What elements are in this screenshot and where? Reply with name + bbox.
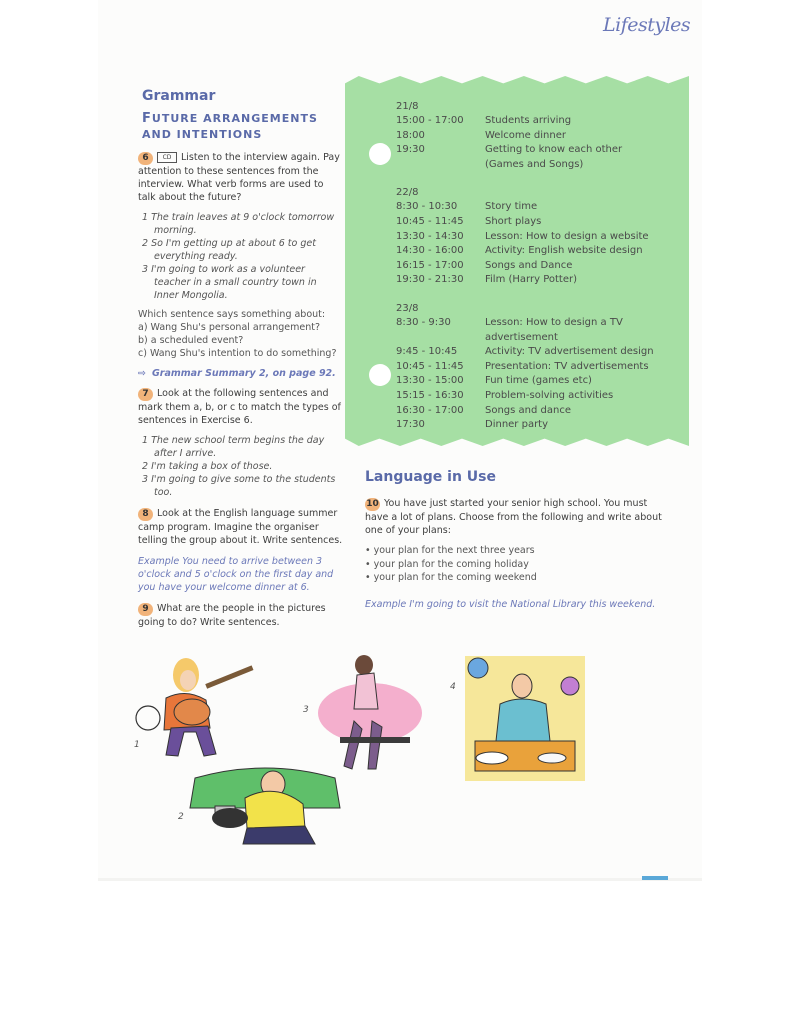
schedule-list [396,100,686,433]
row-time: 14:30 - 16:00 [396,245,464,257]
summary-text: Grammar Summary 2, on page 92. [151,368,336,379]
exercise-9 [138,602,343,629]
exercise-instruction: Look at the English language summer camp program. Imagine the organiser telling the group about it. Write sentences. [138,508,343,546]
day-date: 22/8 [396,187,419,199]
row-time: 18:00 [396,129,425,141]
row-time: 13:30 - 14:30 [396,230,464,242]
row-activity: advertisement [485,331,558,343]
picture-label: 2 [178,812,184,822]
exercise-number: 6 [138,152,153,165]
picture-label: 1 [134,740,140,750]
language-in-use-section [365,469,665,610]
subtitle-initial: F [142,111,152,126]
grammar-summary-link[interactable] [138,368,343,379]
shirt-shape [496,699,550,741]
row-activity: Lesson: How to design a website [485,230,649,242]
schedule-row [396,114,686,129]
exercise-instruction: You have just started your senior high school. You must have a lot of plans. Choose from the following and write about one of your plans: [365,498,662,536]
guitar-body [174,699,210,725]
exercise-instruction: Look at the following sentences and mark them a, b, or c to match the types of sentences in Exercise 6. [138,388,341,426]
sentence-item: 2 So I'm getting up at about 6 to get everything ready. [142,238,316,262]
sentence-item: 3 I'm going to give some to the students too. [142,474,336,498]
option-item: b) a scheduled event? [138,335,244,346]
ballet-dancer-illustration [312,651,427,781]
schedule-row [396,200,686,215]
exercise-7-sentences [138,434,343,499]
schedule-day [396,302,686,433]
exercise-number: 10 [366,499,379,509]
schedule-row [396,331,686,346]
schedule-row [396,374,686,389]
question-text: Which sentence says something about: [138,309,326,320]
row-time: 8:30 - 10:30 [396,201,458,213]
schedule-row [396,360,686,375]
schedule-row [396,259,686,274]
binder-hole [369,143,391,165]
row-time: 8:30 - 9:30 [396,316,451,328]
schedule-row [396,230,686,245]
face-shape [180,670,196,690]
schedule-row [396,389,686,404]
day-date: 23/8 [396,302,419,314]
schedule-row [396,215,686,230]
exercise-6 [138,151,343,204]
schedule-row [396,158,686,173]
exercise-number: 7 [138,388,153,401]
row-activity: Students arriving [485,115,572,126]
grammar-column [138,88,343,629]
bench-shape [340,737,410,743]
subtitle-line2: AND INTENTIONS [142,128,263,141]
row-activity: Presentation: TV advertisements [485,360,649,372]
picture-label: 3 [303,705,309,715]
row-time: 16:15 - 17:00 [396,259,464,271]
page-footer-bar [642,876,668,880]
row-activity: Dinner party [485,419,549,431]
row-time: 10:45 - 11:45 [396,215,464,227]
schedule-row [396,418,686,433]
day-date: 21/8 [396,101,419,112]
row-activity: Lesson: How to design a TV [485,316,623,328]
tyre-shape [212,808,248,828]
cd-audio-icon: CD [157,152,177,163]
row-time: 16:30 - 17:00 [396,404,464,416]
row-time: 15:00 - 17:00 [396,115,464,126]
row-time [396,158,485,173]
sentence-item: 1 The train leaves at 9 o'clock tomorrow morning. [142,212,335,236]
row-time: 10:45 - 11:45 [396,360,464,372]
cable-shape [136,706,160,730]
row-activity: Activity: English website design [485,245,643,257]
row-time: 13:30 - 15:00 [396,375,464,387]
plan-option: • your plan for the coming holiday [365,558,529,570]
exercise-6-question [138,308,343,360]
plate-shape [538,753,566,763]
row-activity: Getting to know each other [485,144,623,156]
guitar-neck [205,665,253,688]
grammar-subtitle [142,111,343,143]
head-shape [355,655,373,675]
schedule-row [396,404,686,419]
row-time: 19:30 [396,144,425,156]
row-activity: Story time [485,201,538,213]
page-edge [98,878,702,881]
exercise-8 [138,507,343,547]
exercise-7 [138,387,343,427]
exercise-instruction: Listen to the interview again. Pay attention to these sentences from the interview. What verb forms are used to talk about the future? [138,152,340,203]
arrow-right-icon: ⇨ [138,368,146,379]
row-time: 15:15 - 16:30 [396,389,464,401]
sentence-item: 3 I'm going to work as a volunteer teacher in a small country town in Inner Mongolia. [142,264,317,301]
binder-hole [369,364,391,386]
unit-tag: Lifestyles [603,14,691,36]
row-activity: Welcome dinner [485,129,566,141]
option-item: c) Wang Shu's intention to do something? [138,348,337,359]
row-activity: Songs and Dance [485,259,573,271]
trousers-shape [243,826,315,844]
schedule-row [396,345,686,360]
head-shape [512,674,532,698]
party-illustration [460,646,590,786]
row-activity: Film (Harry Potter) [485,274,577,286]
exercise-8-example: Example You need to arrive between 3 o'clock and 5 o'clock on the first day and you have your welcome dinner at 6. [138,556,334,593]
row-activity: Short plays [485,215,542,227]
exercise-10-example: Example I'm going to visit the National Library this weekend. [365,598,656,610]
sentence-item: 1 The new school term begins the day after I arrive. [142,435,325,459]
exercise-6-sentences [138,211,343,302]
bodice-shape [354,673,378,709]
row-time: 17:30 [396,419,425,431]
exercise-instruction: What are the people in the pictures going to do? Write sentences. [138,603,326,628]
exercise-number: 9 [138,603,153,616]
row-activity: Songs and dance [485,404,571,416]
exercise-number: 8 [138,508,153,521]
row-activity: Fun time (games etc) [485,375,592,387]
schedule-row [396,244,686,259]
balloon-shape [468,658,488,678]
row-activity: Activity: TV advertisement design [485,346,654,358]
plan-options [365,544,665,585]
picture-label: 4 [450,682,456,692]
plan-option: • your plan for the next three years [365,545,535,556]
plan-option: • your plan for the coming weekend [365,572,537,583]
balloon-shape [561,677,579,695]
row-activity: Problem-solving activities [485,389,614,401]
plate-shape [476,752,508,764]
schedule-row [396,143,686,158]
sentence-item: 2 I'm taking a box of those. [142,461,273,472]
schedule-row [396,129,686,144]
option-item: a) Wang Shu's personal arrangement? [138,322,320,333]
schedule-row [396,273,686,288]
schedule-row [396,316,686,331]
row-time: 19:30 - 21:30 [396,274,464,286]
row-time [396,331,485,346]
row-time: 9:45 - 10:45 [396,346,458,358]
grammar-title: Grammar [142,88,216,104]
exercise-10 [365,497,665,537]
subtitle-line1: UTURE ARRANGEMENTS [151,112,318,125]
language-in-use-title: Language in Use [365,469,496,485]
row-activity: (Games and Songs) [485,158,584,170]
schedule-day [396,186,686,288]
schedule-day [396,100,686,172]
